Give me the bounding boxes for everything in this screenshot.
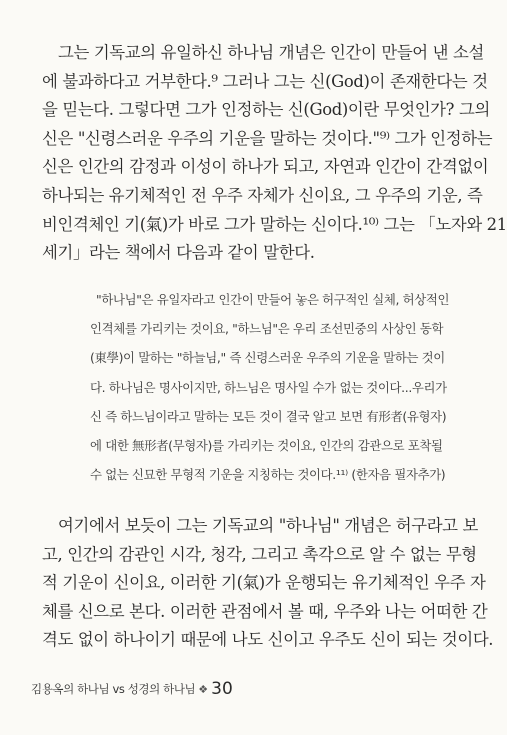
paragraph-line: 적 기운이 신이요, 이러한 기(氣)가 운행되는 유기체적인 우주 자 <box>42 573 486 593</box>
paragraph-line: 고, 인간의 감관인 시각, 청각, 그리고 촉각으로 알 수 없는 무형 <box>42 544 477 564</box>
paragraph-line: 비인격체인 기(氣)가 바로 그가 말하는 신이다.¹⁰⁾ 그는 「노자와 21 <box>42 214 507 234</box>
quote-line: 인격체를 가리키는 것이요, "하느님"은 우리 조선민중의 사상인 동학 <box>90 321 444 337</box>
paragraph-line: 세기」라는 책에서 다음과 같이 말한다. <box>42 243 315 263</box>
paragraph-line: 여기에서 보듯이 그는 기독교의 "하나님" 개념은 허구라고 보 <box>58 516 478 535</box>
page-footer <box>31 677 233 701</box>
paragraph-line: 을 믿는다. 그렇다면 그가 인정하는 신(God)이란 무엇인가? 그의 <box>42 100 490 120</box>
paragraph-line: 하나되는 유기체적인 전 우주 자체가 신이요, 그 우주의 기운, 즉 <box>42 185 483 205</box>
quote-line: 다. 하나님은 명사이지만, 하느님은 명사일 수가 없는 것이다...우리가 <box>90 379 447 395</box>
paragraph-line: 그는 기독교의 유일하신 하나님 개념은 인간이 만들어 낸 소설 <box>58 43 484 62</box>
quote-line: 신 즉 하느님이라고 말하는 모든 것이 결국 알고 보면 有形者(유형자) <box>90 408 447 424</box>
quote-line: 수 없는 신묘한 무형적 기운을 지칭하는 것이다.¹¹⁾ (한자음 필자추가) <box>90 467 446 483</box>
quote-line: (東學)이 말하는 "하늘님," 즉 신령스러운 우주의 기운을 말하는 것이 <box>90 350 445 366</box>
paragraph-line: 격도 없이 하나이기 때문에 나도 신이고 우주도 신이 되는 것이다. <box>42 630 494 650</box>
paragraph-line: 체를 신으로 본다. 이러한 관점에서 볼 때, 우주와 나는 어떠한 간 <box>42 601 488 621</box>
paragraph-line: 에 불과하다고 거부한다.⁹ 그러나 그는 신(God)이 존재한다는 것 <box>42 71 488 91</box>
body-paragraph-1 <box>42 39 507 268</box>
block-quote <box>90 285 448 489</box>
quote-line: "하나님"은 유일자라고 인간이 만들어 놓은 허구적인 실체, 허상적인 <box>96 292 450 307</box>
paragraph-line: 신은 인간의 감정과 이성이 하나가 되고, 자연과 인간이 간격없이 <box>42 157 489 177</box>
paragraph-line: 신은 "신령스러운 우주의 기운을 말하는 것이다."⁹⁾ 그가 인정하는 <box>42 128 493 148</box>
quote-line: 에 대한 無形者(무형자)를 가리키는 것이요, 인간의 감관으로 포착될 <box>90 438 443 454</box>
body-paragraph-2 <box>42 512 494 655</box>
page-number: 30 <box>211 679 233 699</box>
ornament-icon: ❖ <box>198 682 209 696</box>
running-title: 김용옥의 하나님 vs 성경의 하나님 <box>31 682 196 696</box>
